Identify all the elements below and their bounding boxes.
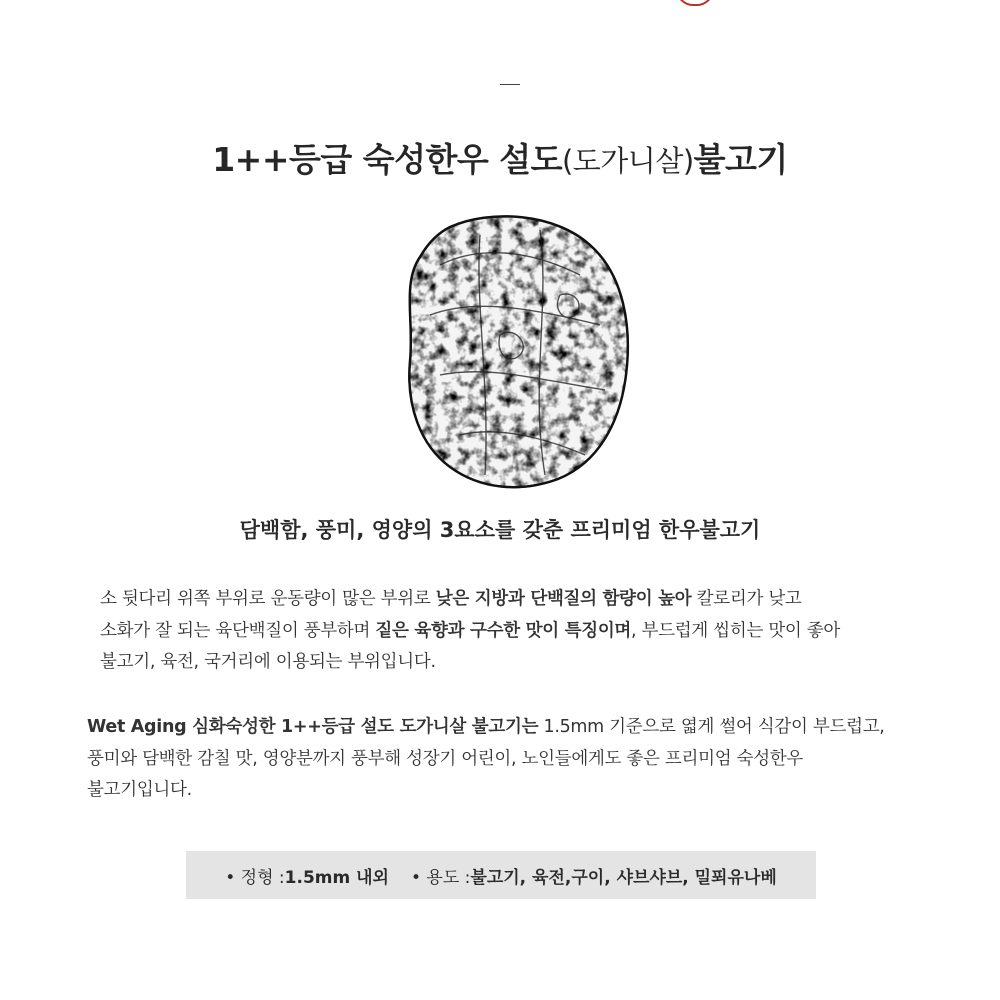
- spec-shape-value: 1.5mm 내외: [284, 867, 389, 888]
- spec-shape-label: • 정형 :: [225, 867, 285, 888]
- product-subtitle: 담백함, 풍미, 영양의 3요소를 갖춘 프리미엄 한우불고기: [239, 518, 761, 542]
- spec-use-value: 불고기, 육전,구이, 샤브샤브, 밀푀유나베: [470, 867, 777, 888]
- para1-line-1: [100, 584, 940, 616]
- para1-text: , 부드럽게 씹히는 맛이 좋아: [631, 620, 840, 641]
- top-logo-fragment: [676, 0, 714, 6]
- description-paragraph-1: [100, 584, 940, 679]
- para1-line-3: 불고기, 육전, 국거리에 이용되는 부위입니다.: [100, 652, 436, 672]
- para1-line-2: [100, 616, 940, 648]
- para2-text: 1.5mm 기준으로 엷게 썰어 식감이 부드럽고,: [538, 717, 885, 737]
- para1-emphasis: 짙은 육향과 구수한 맛이 특징이며: [375, 620, 632, 641]
- para1-text: 소 뒷다리 위쪽 부위로 운동량이 많은 부위로: [100, 589, 436, 609]
- section-divider: [500, 84, 520, 85]
- spec-box: [186, 851, 816, 899]
- title-main: 1++등급 숙성한우 설도: [212, 140, 562, 179]
- meat-sketch-image: [380, 205, 640, 495]
- para2-line-2: 풍미와 담백한 감칠 맛, 영양분까지 풍부해 성장기 어린이, 노인들에게도 좋은 프리미엄 숙성한우: [87, 748, 804, 769]
- product-title: [0, 134, 1000, 181]
- para1-emphasis: 낮은 지방과 단백질의 함량이 높아: [435, 589, 692, 609]
- spec-use-label: • 용도 :: [410, 867, 471, 888]
- para1-text: 소화가 잘 되는 육단백질이 풍부하며: [100, 620, 376, 641]
- description-paragraph-2: [87, 712, 957, 807]
- para2-line-3: 불고기입니다.: [87, 780, 192, 800]
- para2-line-1: [87, 712, 957, 744]
- para2-emphasis: Wet Aging 심화숙성한 1++등급 설도 도가니살 불고기는: [87, 717, 539, 737]
- para1-text: 칼로리가 낮고: [691, 589, 802, 609]
- title-suffix: 불고기: [693, 140, 788, 179]
- title-paren: (도가니살): [561, 144, 694, 178]
